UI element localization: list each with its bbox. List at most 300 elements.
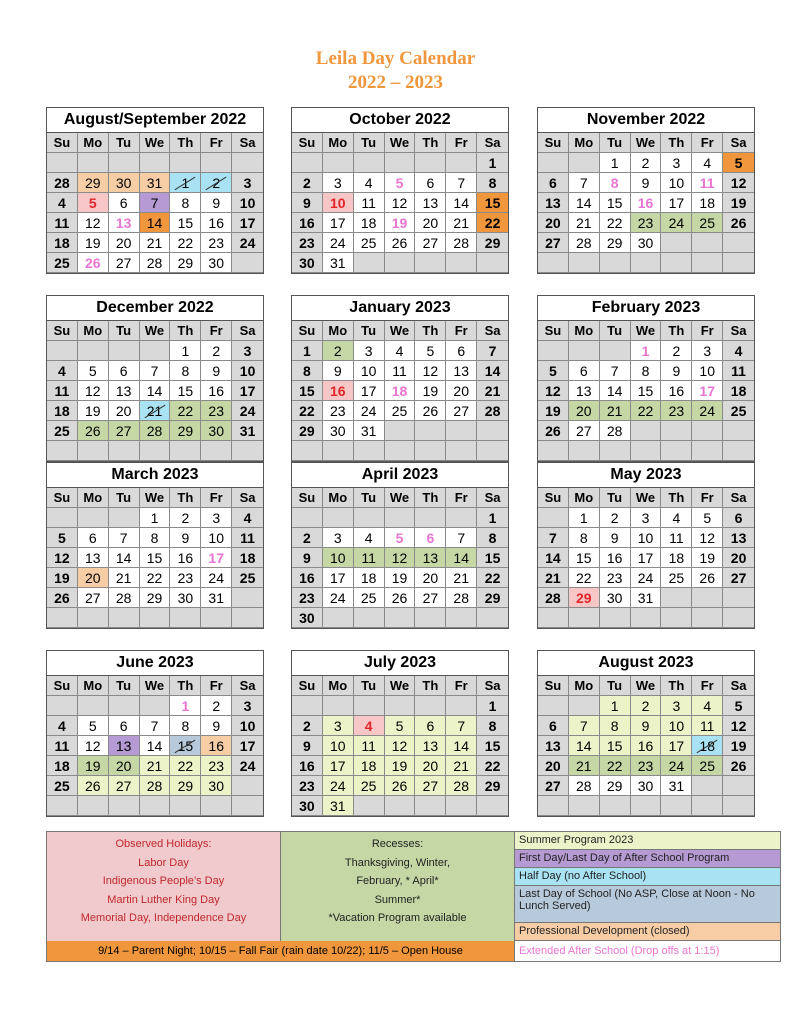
holiday-line: Indigenous People’s Day bbox=[102, 875, 225, 887]
weekday-header: Fr bbox=[201, 321, 232, 341]
day-cell: 12 bbox=[415, 361, 446, 381]
day-cell bbox=[569, 608, 600, 628]
day-cell: 9 bbox=[631, 716, 662, 736]
day-cell: 22 bbox=[292, 401, 323, 421]
day-cell bbox=[600, 253, 631, 273]
day-cell: 10 bbox=[692, 361, 723, 381]
day-cell: 26 bbox=[415, 401, 446, 421]
weekday-header: We bbox=[385, 133, 416, 153]
day-cell: 6 bbox=[538, 173, 569, 193]
day-cell: 2 bbox=[292, 528, 323, 548]
day-cell: 28 bbox=[446, 233, 477, 253]
day-cell bbox=[569, 696, 600, 716]
day-cell: 17 bbox=[661, 736, 692, 756]
weekday-header: Th bbox=[661, 488, 692, 508]
day-cell bbox=[415, 421, 446, 441]
day-cell bbox=[292, 441, 323, 461]
day-cell: 13 bbox=[415, 736, 446, 756]
day-cell: 28 bbox=[538, 588, 569, 608]
day-cell: 21 bbox=[569, 213, 600, 233]
month-title: July 2023 bbox=[292, 651, 508, 676]
day-cell: 3 bbox=[232, 341, 263, 361]
recess-line: Recesses: bbox=[371, 838, 424, 850]
day-cell: 2 bbox=[292, 716, 323, 736]
day-cell: 26 bbox=[47, 588, 78, 608]
day-cell: 14 bbox=[109, 548, 140, 568]
day-cell: 2 bbox=[323, 341, 354, 361]
day-cell: 21 bbox=[477, 381, 508, 401]
day-cell: 15 bbox=[477, 736, 508, 756]
day-cell: 18 bbox=[661, 548, 692, 568]
day-cell bbox=[47, 608, 78, 628]
day-cell: 22 bbox=[170, 233, 201, 253]
day-cell: 6 bbox=[109, 361, 140, 381]
day-cell: 1 bbox=[631, 341, 662, 361]
day-cell: 19 bbox=[692, 548, 723, 568]
day-cell: 12 bbox=[723, 716, 754, 736]
day-cell: 23 bbox=[323, 401, 354, 421]
day-cell: 4 bbox=[354, 173, 385, 193]
weekday-header: Th bbox=[170, 133, 201, 153]
weekday-header: We bbox=[385, 676, 416, 696]
day-cell: 21 bbox=[569, 756, 600, 776]
day-cell bbox=[538, 696, 569, 716]
weekday-header: Tu bbox=[354, 488, 385, 508]
day-cell: 17 bbox=[661, 193, 692, 213]
day-cell bbox=[692, 253, 723, 273]
day-cell bbox=[232, 153, 263, 173]
day-cell bbox=[323, 153, 354, 173]
day-cell: 2 bbox=[661, 341, 692, 361]
day-cell: 26 bbox=[723, 213, 754, 233]
day-cell: 17 bbox=[232, 213, 263, 233]
day-cell bbox=[354, 796, 385, 816]
day-cell: 29 bbox=[477, 776, 508, 796]
day-cell: 4 bbox=[232, 508, 263, 528]
day-cell: 5 bbox=[385, 716, 416, 736]
day-cell: 8 bbox=[292, 361, 323, 381]
day-cell: 31 bbox=[323, 796, 354, 816]
day-cell: 5 bbox=[415, 341, 446, 361]
day-cell: 28 bbox=[140, 253, 171, 273]
day-cell bbox=[723, 608, 754, 628]
day-cell: 2 bbox=[170, 508, 201, 528]
day-cell: 8 bbox=[477, 716, 508, 736]
day-cell: 7 bbox=[538, 528, 569, 548]
day-cell: 17 bbox=[354, 381, 385, 401]
day-cell: 20 bbox=[109, 756, 140, 776]
day-cell: 25 bbox=[354, 233, 385, 253]
day-cell bbox=[723, 588, 754, 608]
day-cell bbox=[477, 253, 508, 273]
weekday-header: Sa bbox=[232, 488, 263, 508]
day-cell bbox=[692, 796, 723, 816]
day-cell: 4 bbox=[692, 696, 723, 716]
weekday-header: We bbox=[631, 488, 662, 508]
day-cell bbox=[232, 776, 263, 796]
day-cell: 10 bbox=[323, 736, 354, 756]
day-cell: 24 bbox=[201, 568, 232, 588]
holiday-line: Memorial Day, Independence Day bbox=[80, 912, 247, 924]
day-cell bbox=[538, 153, 569, 173]
day-cell bbox=[631, 441, 662, 461]
day-cell: 7 bbox=[569, 716, 600, 736]
day-cell: 8 bbox=[600, 173, 631, 193]
day-cell: 26 bbox=[385, 776, 416, 796]
day-cell: 21 bbox=[140, 233, 171, 253]
month-title: August 2023 bbox=[538, 651, 754, 676]
day-cell bbox=[477, 796, 508, 816]
day-cell: 19 bbox=[723, 193, 754, 213]
day-cell bbox=[109, 153, 140, 173]
weekday-header: Mo bbox=[569, 321, 600, 341]
day-cell: 24 bbox=[323, 588, 354, 608]
day-cell bbox=[354, 608, 385, 628]
day-cell: 27 bbox=[446, 401, 477, 421]
day-cell: 1 bbox=[140, 508, 171, 528]
day-cell: 2 bbox=[631, 696, 662, 716]
day-cell bbox=[170, 796, 201, 816]
day-cell: 13 bbox=[109, 381, 140, 401]
day-cell: 5 bbox=[78, 716, 109, 736]
day-cell: 17 bbox=[323, 213, 354, 233]
day-cell bbox=[415, 441, 446, 461]
day-cell: 6 bbox=[415, 528, 446, 548]
day-cell: 24 bbox=[232, 756, 263, 776]
day-cell: 13 bbox=[415, 548, 446, 568]
weekday-header: Su bbox=[47, 321, 78, 341]
month-title: January 2023 bbox=[292, 296, 508, 321]
day-cell: 28 bbox=[600, 421, 631, 441]
day-cell: 25 bbox=[385, 401, 416, 421]
day-cell: 1 bbox=[600, 153, 631, 173]
day-cell: 3 bbox=[661, 696, 692, 716]
day-cell bbox=[78, 696, 109, 716]
day-cell: 29 bbox=[170, 421, 201, 441]
month-title: June 2023 bbox=[47, 651, 263, 676]
day-cell bbox=[47, 796, 78, 816]
day-cell bbox=[354, 441, 385, 461]
day-cell: 17 bbox=[323, 756, 354, 776]
day-cell: 17 bbox=[232, 381, 263, 401]
day-cell: 30 bbox=[292, 253, 323, 273]
day-cell bbox=[661, 421, 692, 441]
day-cell: 23 bbox=[631, 213, 662, 233]
day-cell: 22 bbox=[140, 568, 171, 588]
day-cell bbox=[446, 153, 477, 173]
day-cell: 6 bbox=[446, 341, 477, 361]
month-0 bbox=[46, 107, 264, 274]
day-cell bbox=[140, 341, 171, 361]
day-cell: 5 bbox=[385, 173, 416, 193]
day-cell: 8 bbox=[170, 193, 201, 213]
day-cell: 30 bbox=[201, 421, 232, 441]
day-cell: 9 bbox=[201, 716, 232, 736]
day-cell bbox=[140, 153, 171, 173]
day-cell: 26 bbox=[692, 568, 723, 588]
weekday-header: Mo bbox=[569, 133, 600, 153]
day-cell: 18 bbox=[385, 381, 416, 401]
day-cell: 25 bbox=[723, 401, 754, 421]
day-cell bbox=[661, 233, 692, 253]
weekday-header: Sa bbox=[723, 676, 754, 696]
weekday-header: Fr bbox=[446, 321, 477, 341]
day-cell bbox=[47, 696, 78, 716]
day-cell bbox=[661, 608, 692, 628]
legend-keys bbox=[515, 832, 780, 941]
day-cell bbox=[661, 441, 692, 461]
day-cell bbox=[323, 696, 354, 716]
day-cell: 10 bbox=[323, 548, 354, 568]
day-cell: 30 bbox=[292, 796, 323, 816]
month-10 bbox=[291, 650, 509, 817]
day-cell: 22 bbox=[170, 756, 201, 776]
day-cell: 3 bbox=[354, 341, 385, 361]
day-cell: 14 bbox=[140, 213, 171, 233]
day-cell: 11 bbox=[354, 548, 385, 568]
day-cell: 14 bbox=[569, 193, 600, 213]
day-cell: 16 bbox=[631, 736, 662, 756]
day-cell: 3 bbox=[323, 716, 354, 736]
day-cell: 28 bbox=[446, 776, 477, 796]
day-cell: 1 bbox=[170, 173, 201, 193]
weekday-header: Su bbox=[292, 488, 323, 508]
day-cell: 31 bbox=[354, 421, 385, 441]
day-cell: 25 bbox=[692, 756, 723, 776]
weekday-header: Su bbox=[292, 133, 323, 153]
day-cell: 7 bbox=[446, 528, 477, 548]
day-cell: 22 bbox=[600, 213, 631, 233]
day-cell bbox=[446, 421, 477, 441]
day-cell: 12 bbox=[385, 548, 416, 568]
weekday-header: Fr bbox=[692, 488, 723, 508]
day-cell: 4 bbox=[661, 508, 692, 528]
day-cell bbox=[292, 153, 323, 173]
day-cell: 24 bbox=[232, 233, 263, 253]
day-cell: 28 bbox=[569, 776, 600, 796]
day-cell: 6 bbox=[569, 361, 600, 381]
day-cell bbox=[354, 696, 385, 716]
day-cell bbox=[140, 608, 171, 628]
day-cell bbox=[78, 608, 109, 628]
day-cell: 16 bbox=[201, 381, 232, 401]
day-cell: 14 bbox=[446, 736, 477, 756]
weekday-header: We bbox=[631, 676, 662, 696]
day-cell: 9 bbox=[201, 361, 232, 381]
weekday-header: Tu bbox=[109, 321, 140, 341]
day-cell: 11 bbox=[661, 528, 692, 548]
day-cell: 10 bbox=[232, 193, 263, 213]
weekday-header: Tu bbox=[109, 133, 140, 153]
day-cell: 8 bbox=[631, 361, 662, 381]
day-cell bbox=[692, 588, 723, 608]
day-cell bbox=[170, 608, 201, 628]
day-cell: 22 bbox=[477, 756, 508, 776]
day-cell bbox=[232, 796, 263, 816]
day-cell: 17 bbox=[201, 548, 232, 568]
day-cell bbox=[232, 441, 263, 461]
day-cell: 24 bbox=[232, 401, 263, 421]
day-cell: 30 bbox=[170, 588, 201, 608]
day-cell: 15 bbox=[600, 193, 631, 213]
day-cell: 7 bbox=[600, 361, 631, 381]
month-title: April 2023 bbox=[292, 463, 508, 488]
day-cell bbox=[631, 421, 662, 441]
day-cell: 23 bbox=[292, 588, 323, 608]
weekday-header: Mo bbox=[323, 488, 354, 508]
day-cell bbox=[354, 508, 385, 528]
day-cell bbox=[446, 441, 477, 461]
day-cell bbox=[600, 341, 631, 361]
day-cell: 6 bbox=[415, 173, 446, 193]
day-cell bbox=[232, 588, 263, 608]
weekday-header: We bbox=[140, 676, 171, 696]
day-cell: 22 bbox=[170, 401, 201, 421]
day-cell bbox=[692, 421, 723, 441]
day-cell: 29 bbox=[477, 233, 508, 253]
day-cell: 23 bbox=[292, 776, 323, 796]
recess-line: February, * April* bbox=[356, 875, 439, 887]
day-cell bbox=[415, 153, 446, 173]
recess-line: Thanksgiving, Winter, bbox=[344, 856, 451, 869]
day-cell: 5 bbox=[723, 153, 754, 173]
day-cell: 3 bbox=[631, 508, 662, 528]
weekday-header: We bbox=[631, 321, 662, 341]
legend-extended: Extended After School (Drop offs at 1:15) bbox=[519, 945, 720, 957]
day-cell: 8 bbox=[170, 361, 201, 381]
day-cell: 16 bbox=[631, 193, 662, 213]
day-cell bbox=[78, 153, 109, 173]
day-cell: 24 bbox=[354, 401, 385, 421]
day-cell: 21 bbox=[140, 401, 171, 421]
day-cell: 15 bbox=[631, 381, 662, 401]
day-cell: 21 bbox=[446, 756, 477, 776]
day-cell: 10 bbox=[661, 173, 692, 193]
day-cell: 16 bbox=[323, 381, 354, 401]
weekday-header: Su bbox=[47, 676, 78, 696]
day-cell: 28 bbox=[140, 776, 171, 796]
month-title: February 2023 bbox=[538, 296, 754, 321]
day-cell: 23 bbox=[631, 756, 662, 776]
day-cell: 7 bbox=[446, 716, 477, 736]
day-cell: 24 bbox=[661, 213, 692, 233]
day-cell bbox=[661, 253, 692, 273]
legend-key: Half Day (no After School) bbox=[515, 868, 780, 886]
day-cell: 19 bbox=[47, 568, 78, 588]
day-cell: 8 bbox=[477, 173, 508, 193]
day-cell bbox=[385, 796, 416, 816]
weekday-header: Sa bbox=[477, 321, 508, 341]
recess-line: Summer* bbox=[374, 893, 421, 906]
day-cell: 27 bbox=[538, 776, 569, 796]
day-cell bbox=[446, 608, 477, 628]
day-cell bbox=[170, 441, 201, 461]
day-cell: 10 bbox=[661, 716, 692, 736]
day-cell: 27 bbox=[415, 588, 446, 608]
day-cell: 24 bbox=[661, 756, 692, 776]
day-cell: 15 bbox=[170, 381, 201, 401]
day-cell bbox=[569, 341, 600, 361]
day-cell: 11 bbox=[47, 736, 78, 756]
day-cell: 26 bbox=[78, 776, 109, 796]
day-cell: 22 bbox=[569, 568, 600, 588]
day-cell: 13 bbox=[415, 193, 446, 213]
day-cell: 2 bbox=[631, 153, 662, 173]
day-cell: 2 bbox=[600, 508, 631, 528]
day-cell: 10 bbox=[232, 361, 263, 381]
day-cell: 9 bbox=[292, 193, 323, 213]
day-cell bbox=[661, 796, 692, 816]
day-cell: 3 bbox=[232, 696, 263, 716]
day-cell: 17 bbox=[631, 548, 662, 568]
weekday-header: Tu bbox=[600, 133, 631, 153]
day-cell: 6 bbox=[723, 508, 754, 528]
day-cell bbox=[538, 341, 569, 361]
day-cell: 16 bbox=[292, 756, 323, 776]
day-cell: 31 bbox=[232, 421, 263, 441]
day-cell: 3 bbox=[201, 508, 232, 528]
day-cell: 11 bbox=[232, 528, 263, 548]
weekday-header: Su bbox=[538, 321, 569, 341]
holiday-line: Observed Holidays: bbox=[115, 838, 212, 850]
day-cell: 19 bbox=[415, 381, 446, 401]
day-cell bbox=[538, 508, 569, 528]
day-cell: 18 bbox=[354, 213, 385, 233]
day-cell: 6 bbox=[415, 716, 446, 736]
day-cell: 28 bbox=[109, 588, 140, 608]
day-cell: 5 bbox=[78, 361, 109, 381]
day-cell: 5 bbox=[692, 508, 723, 528]
month-5 bbox=[537, 295, 755, 462]
day-cell bbox=[47, 341, 78, 361]
day-cell: 15 bbox=[600, 736, 631, 756]
day-cell: 30 bbox=[292, 608, 323, 628]
day-cell bbox=[477, 441, 508, 461]
weekday-header: Tu bbox=[600, 488, 631, 508]
day-cell: 27 bbox=[109, 776, 140, 796]
day-cell: 4 bbox=[47, 716, 78, 736]
day-cell: 22 bbox=[477, 213, 508, 233]
calendar-subtitle: 2022 – 2023 bbox=[348, 72, 443, 93]
day-cell: 27 bbox=[78, 588, 109, 608]
day-cell: 23 bbox=[201, 233, 232, 253]
day-cell: 18 bbox=[692, 193, 723, 213]
day-cell: 19 bbox=[78, 401, 109, 421]
day-cell: 12 bbox=[538, 381, 569, 401]
day-cell: 15 bbox=[170, 213, 201, 233]
day-cell: 16 bbox=[201, 736, 232, 756]
month-title: October 2022 bbox=[292, 108, 508, 133]
day-cell bbox=[232, 608, 263, 628]
day-cell: 17 bbox=[692, 381, 723, 401]
weekday-header: Mo bbox=[323, 133, 354, 153]
day-cell: 12 bbox=[385, 193, 416, 213]
weekday-header: Fr bbox=[201, 488, 232, 508]
day-cell bbox=[78, 508, 109, 528]
day-cell: 19 bbox=[385, 756, 416, 776]
day-cell: 26 bbox=[538, 421, 569, 441]
day-cell: 9 bbox=[631, 173, 662, 193]
day-cell: 3 bbox=[692, 341, 723, 361]
day-cell: 23 bbox=[600, 568, 631, 588]
day-cell: 21 bbox=[538, 568, 569, 588]
day-cell: 15 bbox=[292, 381, 323, 401]
day-cell bbox=[723, 796, 754, 816]
day-cell bbox=[109, 608, 140, 628]
day-cell: 20 bbox=[415, 213, 446, 233]
month-7 bbox=[291, 462, 509, 629]
day-cell: 24 bbox=[692, 401, 723, 421]
